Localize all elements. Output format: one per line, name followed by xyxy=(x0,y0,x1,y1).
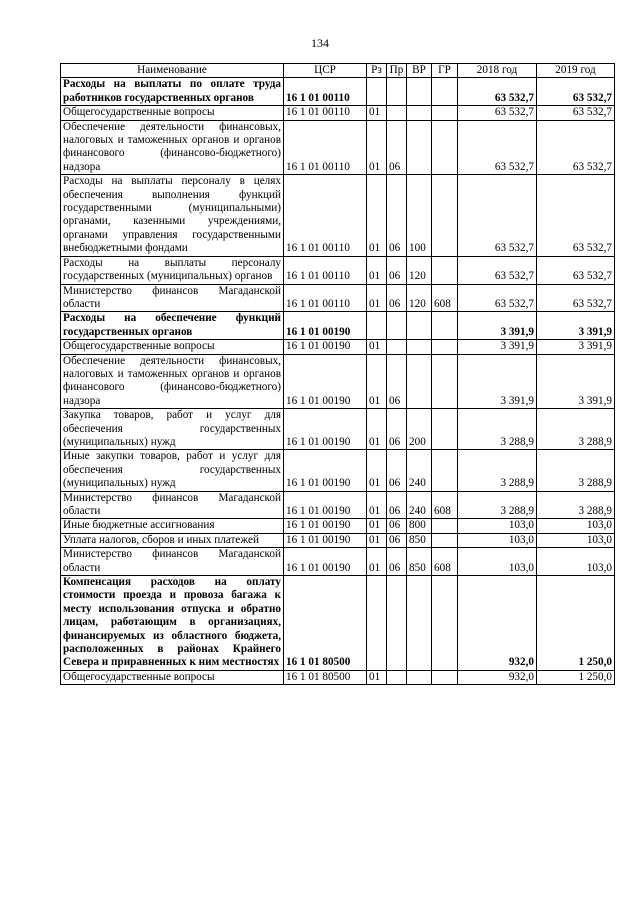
vr-cell xyxy=(407,106,432,120)
csr-cell: 16 1 01 00190 xyxy=(284,354,367,409)
table-row xyxy=(61,256,615,284)
table-row xyxy=(61,533,615,547)
rz-cell: 01 xyxy=(367,256,387,284)
name-cell: Иные закупки товаров, работ и услуг для обеспечения государственных (муниципальных) нужд xyxy=(61,450,284,491)
vr-cell xyxy=(407,576,432,671)
value-2019-cell: 3 288,9 xyxy=(537,450,615,491)
rz-cell: 01 xyxy=(367,284,387,312)
vr-cell: 850 xyxy=(407,533,432,547)
vr-cell: 100 xyxy=(407,175,432,256)
csr-cell: 16 1 01 00110 xyxy=(284,284,367,312)
gr-cell xyxy=(432,450,458,491)
csr-cell: 16 1 01 00190 xyxy=(284,548,367,576)
value-2019-cell: 1 250,0 xyxy=(537,576,615,671)
gr-cell xyxy=(432,409,458,450)
pr-cell: 06 xyxy=(387,284,407,312)
table-row xyxy=(61,120,615,175)
pr-cell xyxy=(387,78,407,106)
pr-cell: 06 xyxy=(387,120,407,175)
csr-cell: 16 1 01 00110 xyxy=(284,256,367,284)
rz-cell: 01 xyxy=(367,409,387,450)
pr-cell xyxy=(387,106,407,120)
name-cell: Министерство финансов Магаданской области xyxy=(61,548,284,576)
rz-cell: 01 xyxy=(367,533,387,547)
name-cell: Общегосударственные вопросы xyxy=(61,106,284,120)
value-2019-cell: 63 532,7 xyxy=(537,284,615,312)
rz-cell: 01 xyxy=(367,120,387,175)
value-2018-cell: 3 391,9 xyxy=(458,354,537,409)
table-row xyxy=(61,450,615,491)
name-cell: Расходы на выплаты по оплате труда работников государственных органов xyxy=(61,78,284,106)
value-2018-cell: 3 288,9 xyxy=(458,409,537,450)
table-row xyxy=(61,576,615,671)
value-2018-cell: 63 532,7 xyxy=(458,284,537,312)
gr-cell xyxy=(432,175,458,256)
header-name: Наименование xyxy=(61,64,284,78)
rz-cell: 01 xyxy=(367,354,387,409)
vr-cell: 200 xyxy=(407,409,432,450)
value-2019-cell: 3 391,9 xyxy=(537,312,615,340)
value-2018-cell: 103,0 xyxy=(458,533,537,547)
gr-cell: 608 xyxy=(432,548,458,576)
csr-cell: 16 1 01 00190 xyxy=(284,450,367,491)
value-2018-cell: 63 532,7 xyxy=(458,256,537,284)
table-row xyxy=(61,284,615,312)
pr-cell: 06 xyxy=(387,175,407,256)
table-row xyxy=(61,670,615,684)
pr-cell: 06 xyxy=(387,491,407,519)
name-cell: Расходы на выплаты персоналу государственных (муниципальных) органов xyxy=(61,256,284,284)
table-row xyxy=(61,548,615,576)
value-2019-cell: 3 288,9 xyxy=(537,491,615,519)
pr-cell xyxy=(387,670,407,684)
value-2018-cell: 3 288,9 xyxy=(458,491,537,519)
name-cell: Расходы на выплаты персоналу в целях обеспечения выполнения функций государственными (муниципальными) органами, казенными учреждениями, органами управления государственными внебюджетными фондами xyxy=(61,175,284,256)
value-2019-cell: 103,0 xyxy=(537,533,615,547)
name-cell: Министерство финансов Магаданской области xyxy=(61,284,284,312)
name-cell: Уплата налогов, сборов и иных платежей xyxy=(61,533,284,547)
csr-cell: 16 1 01 00190 xyxy=(284,409,367,450)
value-2019-cell: 63 532,7 xyxy=(537,256,615,284)
name-cell: Общегосударственные вопросы xyxy=(61,670,284,684)
table-row xyxy=(61,175,615,256)
csr-cell: 16 1 01 80500 xyxy=(284,670,367,684)
pr-cell: 06 xyxy=(387,354,407,409)
value-2019-cell: 63 532,7 xyxy=(537,120,615,175)
gr-cell xyxy=(432,340,458,354)
name-cell: Обеспечение деятельности финансовых, налоговых и таможенных органов и органов финансового (финансово-бюджетного) надзора xyxy=(61,120,284,175)
value-2018-cell: 103,0 xyxy=(458,519,537,533)
gr-cell xyxy=(432,533,458,547)
vr-cell xyxy=(407,670,432,684)
rz-cell: 01 xyxy=(367,670,387,684)
value-2019-cell: 3 288,9 xyxy=(537,409,615,450)
value-2019-cell: 1 250,0 xyxy=(537,670,615,684)
gr-cell xyxy=(432,576,458,671)
vr-cell xyxy=(407,312,432,340)
vr-cell: 240 xyxy=(407,450,432,491)
value-2019-cell: 63 532,7 xyxy=(537,106,615,120)
gr-cell xyxy=(432,120,458,175)
rz-cell: 01 xyxy=(367,106,387,120)
header-pr: Пр xyxy=(387,64,407,78)
table-row xyxy=(61,354,615,409)
value-2018-cell: 932,0 xyxy=(458,670,537,684)
csr-cell: 16 1 01 00110 xyxy=(284,175,367,256)
value-2018-cell: 3 391,9 xyxy=(458,340,537,354)
csr-cell: 16 1 01 80500 xyxy=(284,576,367,671)
name-cell: Закупка товаров, работ и услуг для обеспечения государственных (муниципальных) нужд xyxy=(61,409,284,450)
vr-cell: 120 xyxy=(407,256,432,284)
vr-cell: 850 xyxy=(407,548,432,576)
rz-cell: 01 xyxy=(367,519,387,533)
value-2019-cell: 3 391,9 xyxy=(537,354,615,409)
value-2019-cell: 103,0 xyxy=(537,548,615,576)
vr-cell: 800 xyxy=(407,519,432,533)
name-cell: Расходы на обеспечение функций государственных органов xyxy=(61,312,284,340)
csr-cell: 16 1 01 00110 xyxy=(284,78,367,106)
pr-cell xyxy=(387,312,407,340)
value-2018-cell: 63 532,7 xyxy=(458,120,537,175)
vr-cell xyxy=(407,78,432,106)
table-header-row xyxy=(61,64,615,78)
value-2019-cell: 103,0 xyxy=(537,519,615,533)
pr-cell: 06 xyxy=(387,450,407,491)
header-csr: ЦСР xyxy=(284,64,367,78)
header-rz: Рз xyxy=(367,64,387,78)
value-2018-cell: 932,0 xyxy=(458,576,537,671)
vr-cell xyxy=(407,340,432,354)
header-2019: 2019 год xyxy=(537,64,615,78)
vr-cell xyxy=(407,120,432,175)
value-2019-cell: 63 532,7 xyxy=(537,175,615,256)
gr-cell xyxy=(432,78,458,106)
csr-cell: 16 1 01 00110 xyxy=(284,120,367,175)
gr-cell xyxy=(432,256,458,284)
name-cell: Общегосударственные вопросы xyxy=(61,340,284,354)
gr-cell xyxy=(432,670,458,684)
rz-cell: 01 xyxy=(367,491,387,519)
rz-cell xyxy=(367,312,387,340)
value-2018-cell: 63 532,7 xyxy=(458,78,537,106)
table-row xyxy=(61,519,615,533)
value-2019-cell: 3 391,9 xyxy=(537,340,615,354)
table-row xyxy=(61,106,615,120)
pr-cell: 06 xyxy=(387,519,407,533)
table-row xyxy=(61,491,615,519)
vr-cell xyxy=(407,354,432,409)
csr-cell: 16 1 01 00190 xyxy=(284,312,367,340)
gr-cell xyxy=(432,354,458,409)
name-cell: Компенсация расходов на оплату стоимости проезда и провоза багажа к месту использования отпуска и обратно лицам, работающим в организациях, финансируемых из областного бюджета, расположенных в районах Крайнего Севера и приравненных к ним местностях xyxy=(61,576,284,671)
value-2018-cell: 3 288,9 xyxy=(458,450,537,491)
rz-cell: 01 xyxy=(367,175,387,256)
header-gr: ГР xyxy=(432,64,458,78)
csr-cell: 16 1 01 00190 xyxy=(284,533,367,547)
pr-cell xyxy=(387,576,407,671)
name-cell: Министерство финансов Магаданской области xyxy=(61,491,284,519)
table-row xyxy=(61,340,615,354)
pr-cell xyxy=(387,340,407,354)
table-row xyxy=(61,78,615,106)
budget-table xyxy=(60,63,615,685)
pr-cell: 06 xyxy=(387,548,407,576)
table-body xyxy=(61,78,615,685)
rz-cell: 01 xyxy=(367,450,387,491)
csr-cell: 16 1 01 00190 xyxy=(284,519,367,533)
pr-cell: 06 xyxy=(387,409,407,450)
csr-cell: 16 1 01 00110 xyxy=(284,106,367,120)
vr-cell: 240 xyxy=(407,491,432,519)
rz-cell xyxy=(367,576,387,671)
value-2018-cell: 63 532,7 xyxy=(458,106,537,120)
table-row xyxy=(61,409,615,450)
name-cell: Иные бюджетные ассигнования xyxy=(61,519,284,533)
csr-cell: 16 1 01 00190 xyxy=(284,340,367,354)
header-2018: 2018 год xyxy=(458,64,537,78)
pr-cell: 06 xyxy=(387,533,407,547)
csr-cell: 16 1 01 00190 xyxy=(284,491,367,519)
rz-cell: 01 xyxy=(367,548,387,576)
header-vr: ВР xyxy=(407,64,432,78)
vr-cell: 120 xyxy=(407,284,432,312)
gr-cell: 608 xyxy=(432,284,458,312)
table-row xyxy=(61,312,615,340)
page-number: 134 xyxy=(311,36,329,50)
value-2018-cell: 63 532,7 xyxy=(458,175,537,256)
gr-cell xyxy=(432,519,458,533)
gr-cell: 608 xyxy=(432,491,458,519)
value-2018-cell: 103,0 xyxy=(458,548,537,576)
value-2018-cell: 3 391,9 xyxy=(458,312,537,340)
gr-cell xyxy=(432,106,458,120)
gr-cell xyxy=(432,312,458,340)
pr-cell: 06 xyxy=(387,256,407,284)
rz-cell: 01 xyxy=(367,340,387,354)
value-2019-cell: 63 532,7 xyxy=(537,78,615,106)
name-cell: Обеспечение деятельности финансовых, налоговых и таможенных органов и органов финансового (финансово-бюджетного) надзора xyxy=(61,354,284,409)
rz-cell xyxy=(367,78,387,106)
